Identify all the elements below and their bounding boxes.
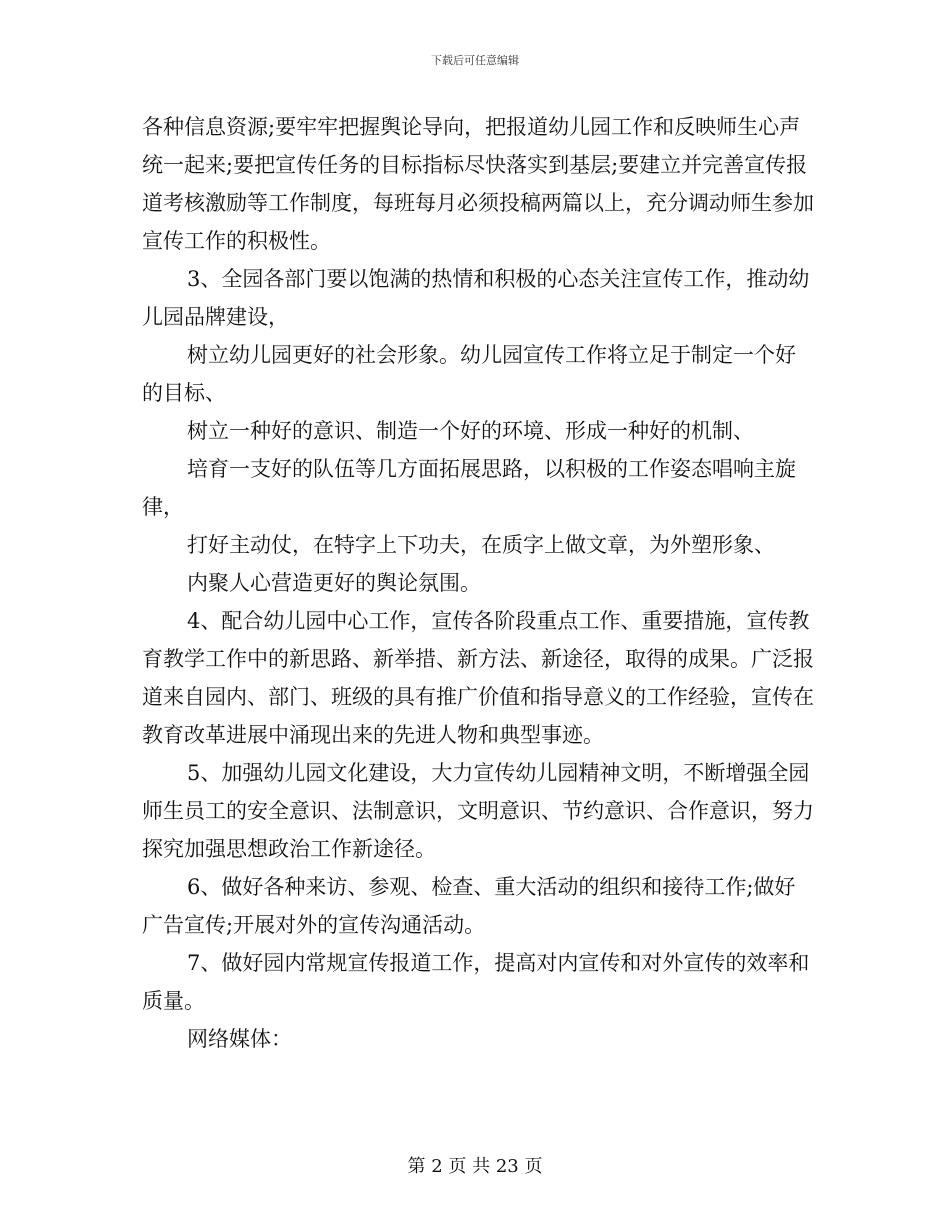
paragraph: 树立幼儿园更好的社会形象。幼儿园宣传工作将立足于制定一个好的目标、 xyxy=(142,343,796,405)
paragraph: 培育一支好的队伍等几方面拓展思路，以积极的工作姿态唱响主旋律， xyxy=(142,457,796,519)
paragraph: 4、配合幼儿园中心工作，宣传各阶段重点工作、重要措施，宣传教育教学工作中的新思路、新举措、新方法、新途径，取得的成果。广泛报道来自园内、部门、班级的具有推广价值和指导意义的工作经验，宣传在教育改革进展中涌现出来的先进人物和典型事迹。 xyxy=(142,609,814,747)
paragraph: 树立一种好的意识、制造一个好的环境、形成一种好的机制、 xyxy=(187,419,754,443)
paragraph: 6、做好各种来访、参观、检查、重大活动的组织和接待工作;做好广告宣传;开展对外的宣传沟通活动。 xyxy=(142,875,796,937)
page-header: 下载后可任意编辑 xyxy=(431,54,519,67)
paragraph: 网络媒体： xyxy=(187,1027,292,1051)
paragraph: 内聚人心营造更好的舆论氛围。 xyxy=(187,571,481,595)
paragraph: 3、全园各部门要以饱满的热情和积极的心态关注宣传工作，推动幼儿园品牌建设， xyxy=(142,267,810,329)
document-body xyxy=(142,108,814,1058)
paragraph: 打好主动仗，在特字上下功夫，在质字上做文章，为外塑形象、 xyxy=(187,533,775,557)
paragraph: 7、做好园内常规宣传报道工作，提高对内宣传和对外宣传的效率和质量。 xyxy=(142,951,810,1013)
paragraph: 5、加强幼儿园文化建设，大力宣传幼儿园精神文明，不断增强全园师生员工的安全意识、法制意识，文明意识、节约意识、合作意识，努力探究加强思想政治工作新途径。 xyxy=(142,761,814,861)
paragraph: 各种信息资源;要牢牢把握舆论导向，把报道幼儿园工作和反映师生心声统一起来;要把宣传任务的目标指标尽快落实到基层;要建立并完善宣传报道考核激励等工作制度，每班每月必须投稿两篇以上，充分调动师生参加宣传工作的积极性。 xyxy=(142,115,814,253)
page-number: 第 2 页 共 23 页 xyxy=(407,1156,543,1177)
